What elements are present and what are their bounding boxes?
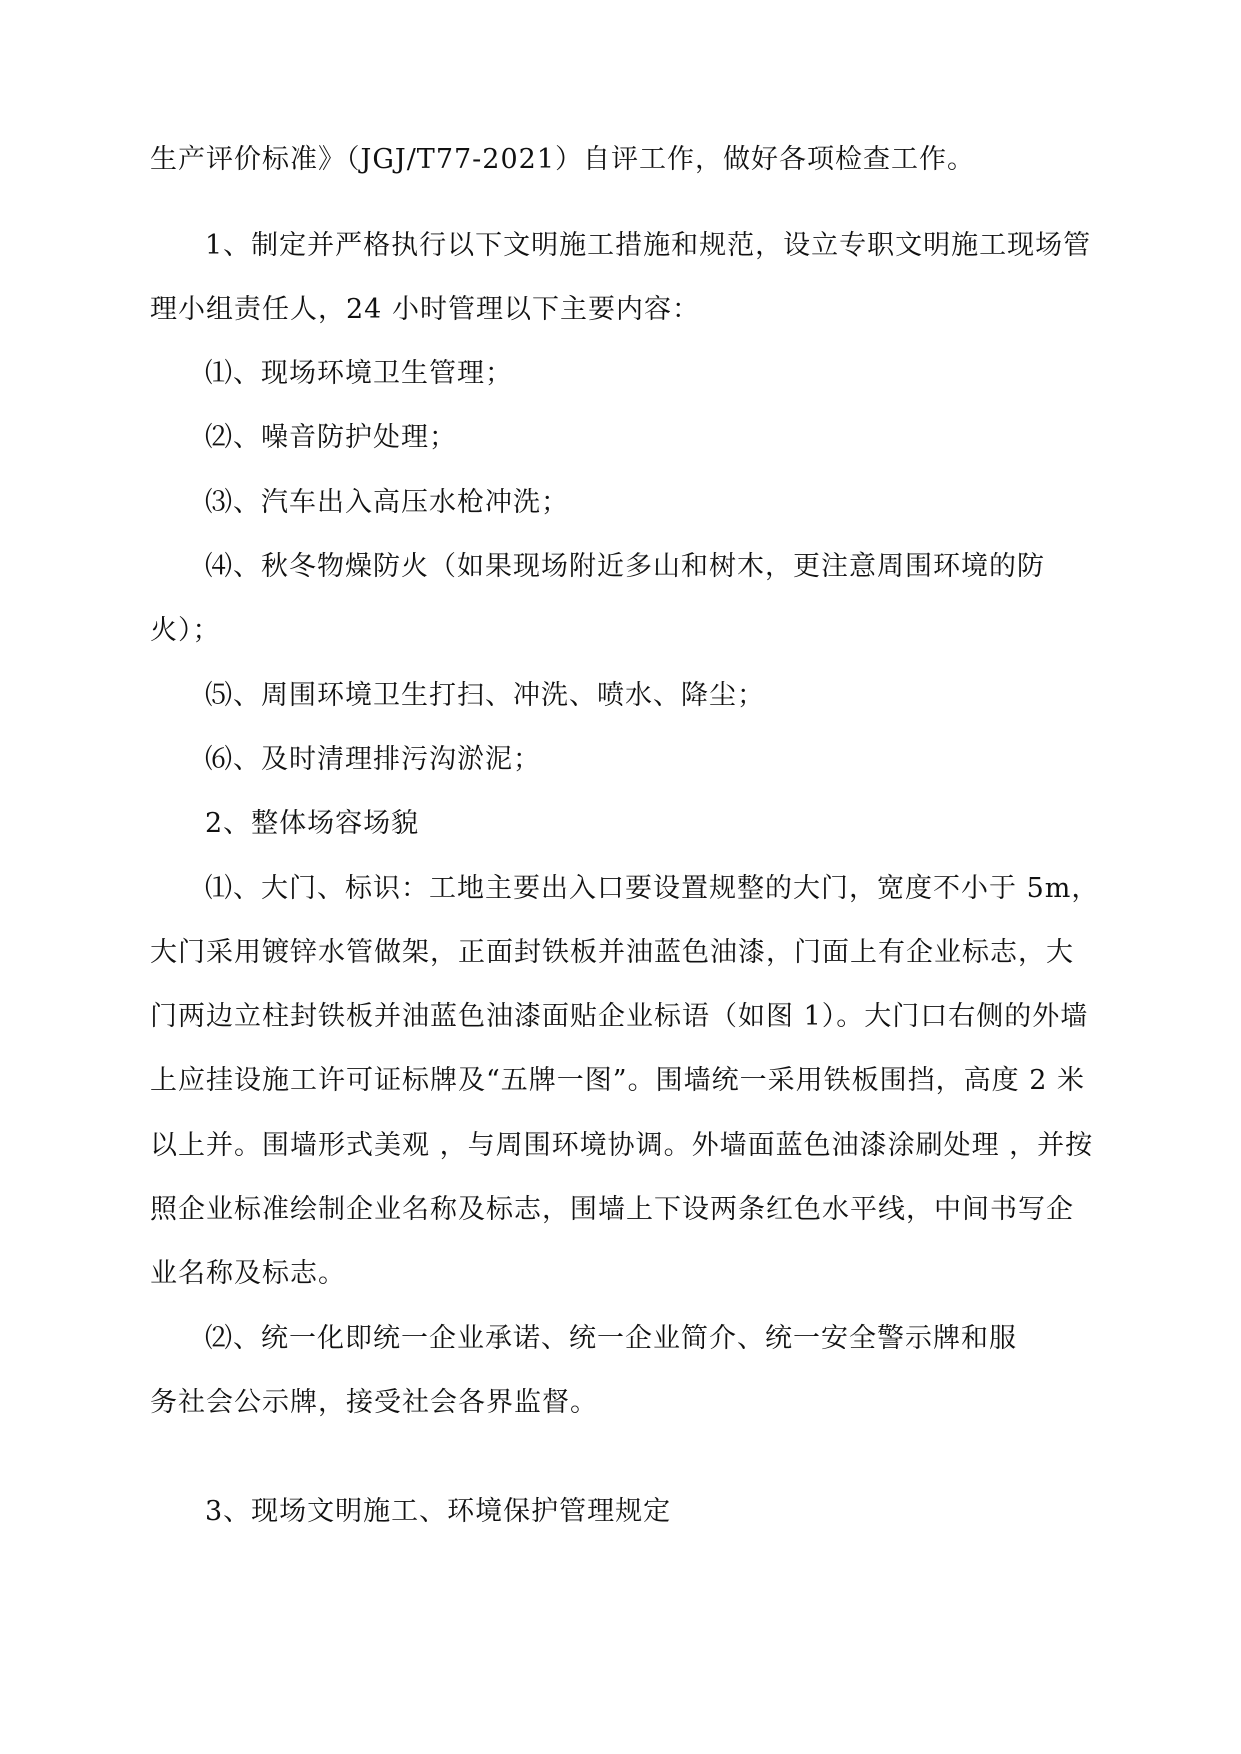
text-line: ⑶、汽车出入高压水枪冲洗； bbox=[205, 487, 569, 518]
text-line: 大门采用镀锌水管做架，正面封铁板并油蓝色油漆，门面上有企业标志，大 bbox=[150, 937, 1074, 968]
text-line: ⑷、秋冬物燥防火（如果现场附近多山和树木，更注意周围环境的防 bbox=[205, 551, 1045, 582]
text-line: ⑴、大门、标识：工地主要出入口要设置规整的大门，宽度不小于 5m， bbox=[205, 873, 1100, 904]
text-line: 3、现场文明施工、环境保护管理规定 bbox=[205, 1496, 672, 1527]
text-line: 照企业标准绘制企业名称及标志，围墙上下设两条红色水平线，中间书写企 bbox=[150, 1194, 1074, 1225]
text-line: ⑵、噪音防护处理； bbox=[205, 422, 457, 453]
text-line: 门两边立柱封铁板并油蓝色油漆面贴企业标语（如图 1）。大门口右侧的外墙 bbox=[150, 1001, 1089, 1032]
text-line: 2、整体场容场貌 bbox=[205, 808, 420, 839]
text-line: ⑸、周围环境卫生打扫、冲洗、喷水、降尘； bbox=[205, 680, 765, 711]
text-line: 生产评价标准》（JGJ/T77-2021）自评工作，做好各项检查工作。 bbox=[150, 144, 976, 175]
text-line: 业名称及标志。 bbox=[150, 1258, 346, 1289]
text-line: 理小组责任人，24 小时管理以下主要内容： bbox=[150, 294, 700, 325]
text-line: 火）； bbox=[150, 615, 221, 646]
text-line: ⑵、统一化即统一企业承诺、统一企业简介、统一安全警示牌和服 bbox=[205, 1323, 1017, 1354]
text-line: 1、制定并严格执行以下文明施工措施和规范，设立专职文明施工现场管 bbox=[205, 230, 1092, 261]
text-line: ⑹、及时清理排污沟淤泥； bbox=[205, 744, 541, 775]
text-line: 以上并。围墙形式美观 ，与周围环境协调。外墙面蓝色油漆涂刷处理 ，并按 bbox=[150, 1130, 1094, 1161]
text-line: ⑴、现场环境卫生管理； bbox=[205, 358, 513, 389]
text-line: 务社会公示牌，接受社会各界监督。 bbox=[150, 1387, 598, 1418]
text-line: 上应挂设施工许可证标牌及“五牌一图”。围墙统一采用铁板围挡，高度 2 米 bbox=[150, 1065, 1085, 1096]
